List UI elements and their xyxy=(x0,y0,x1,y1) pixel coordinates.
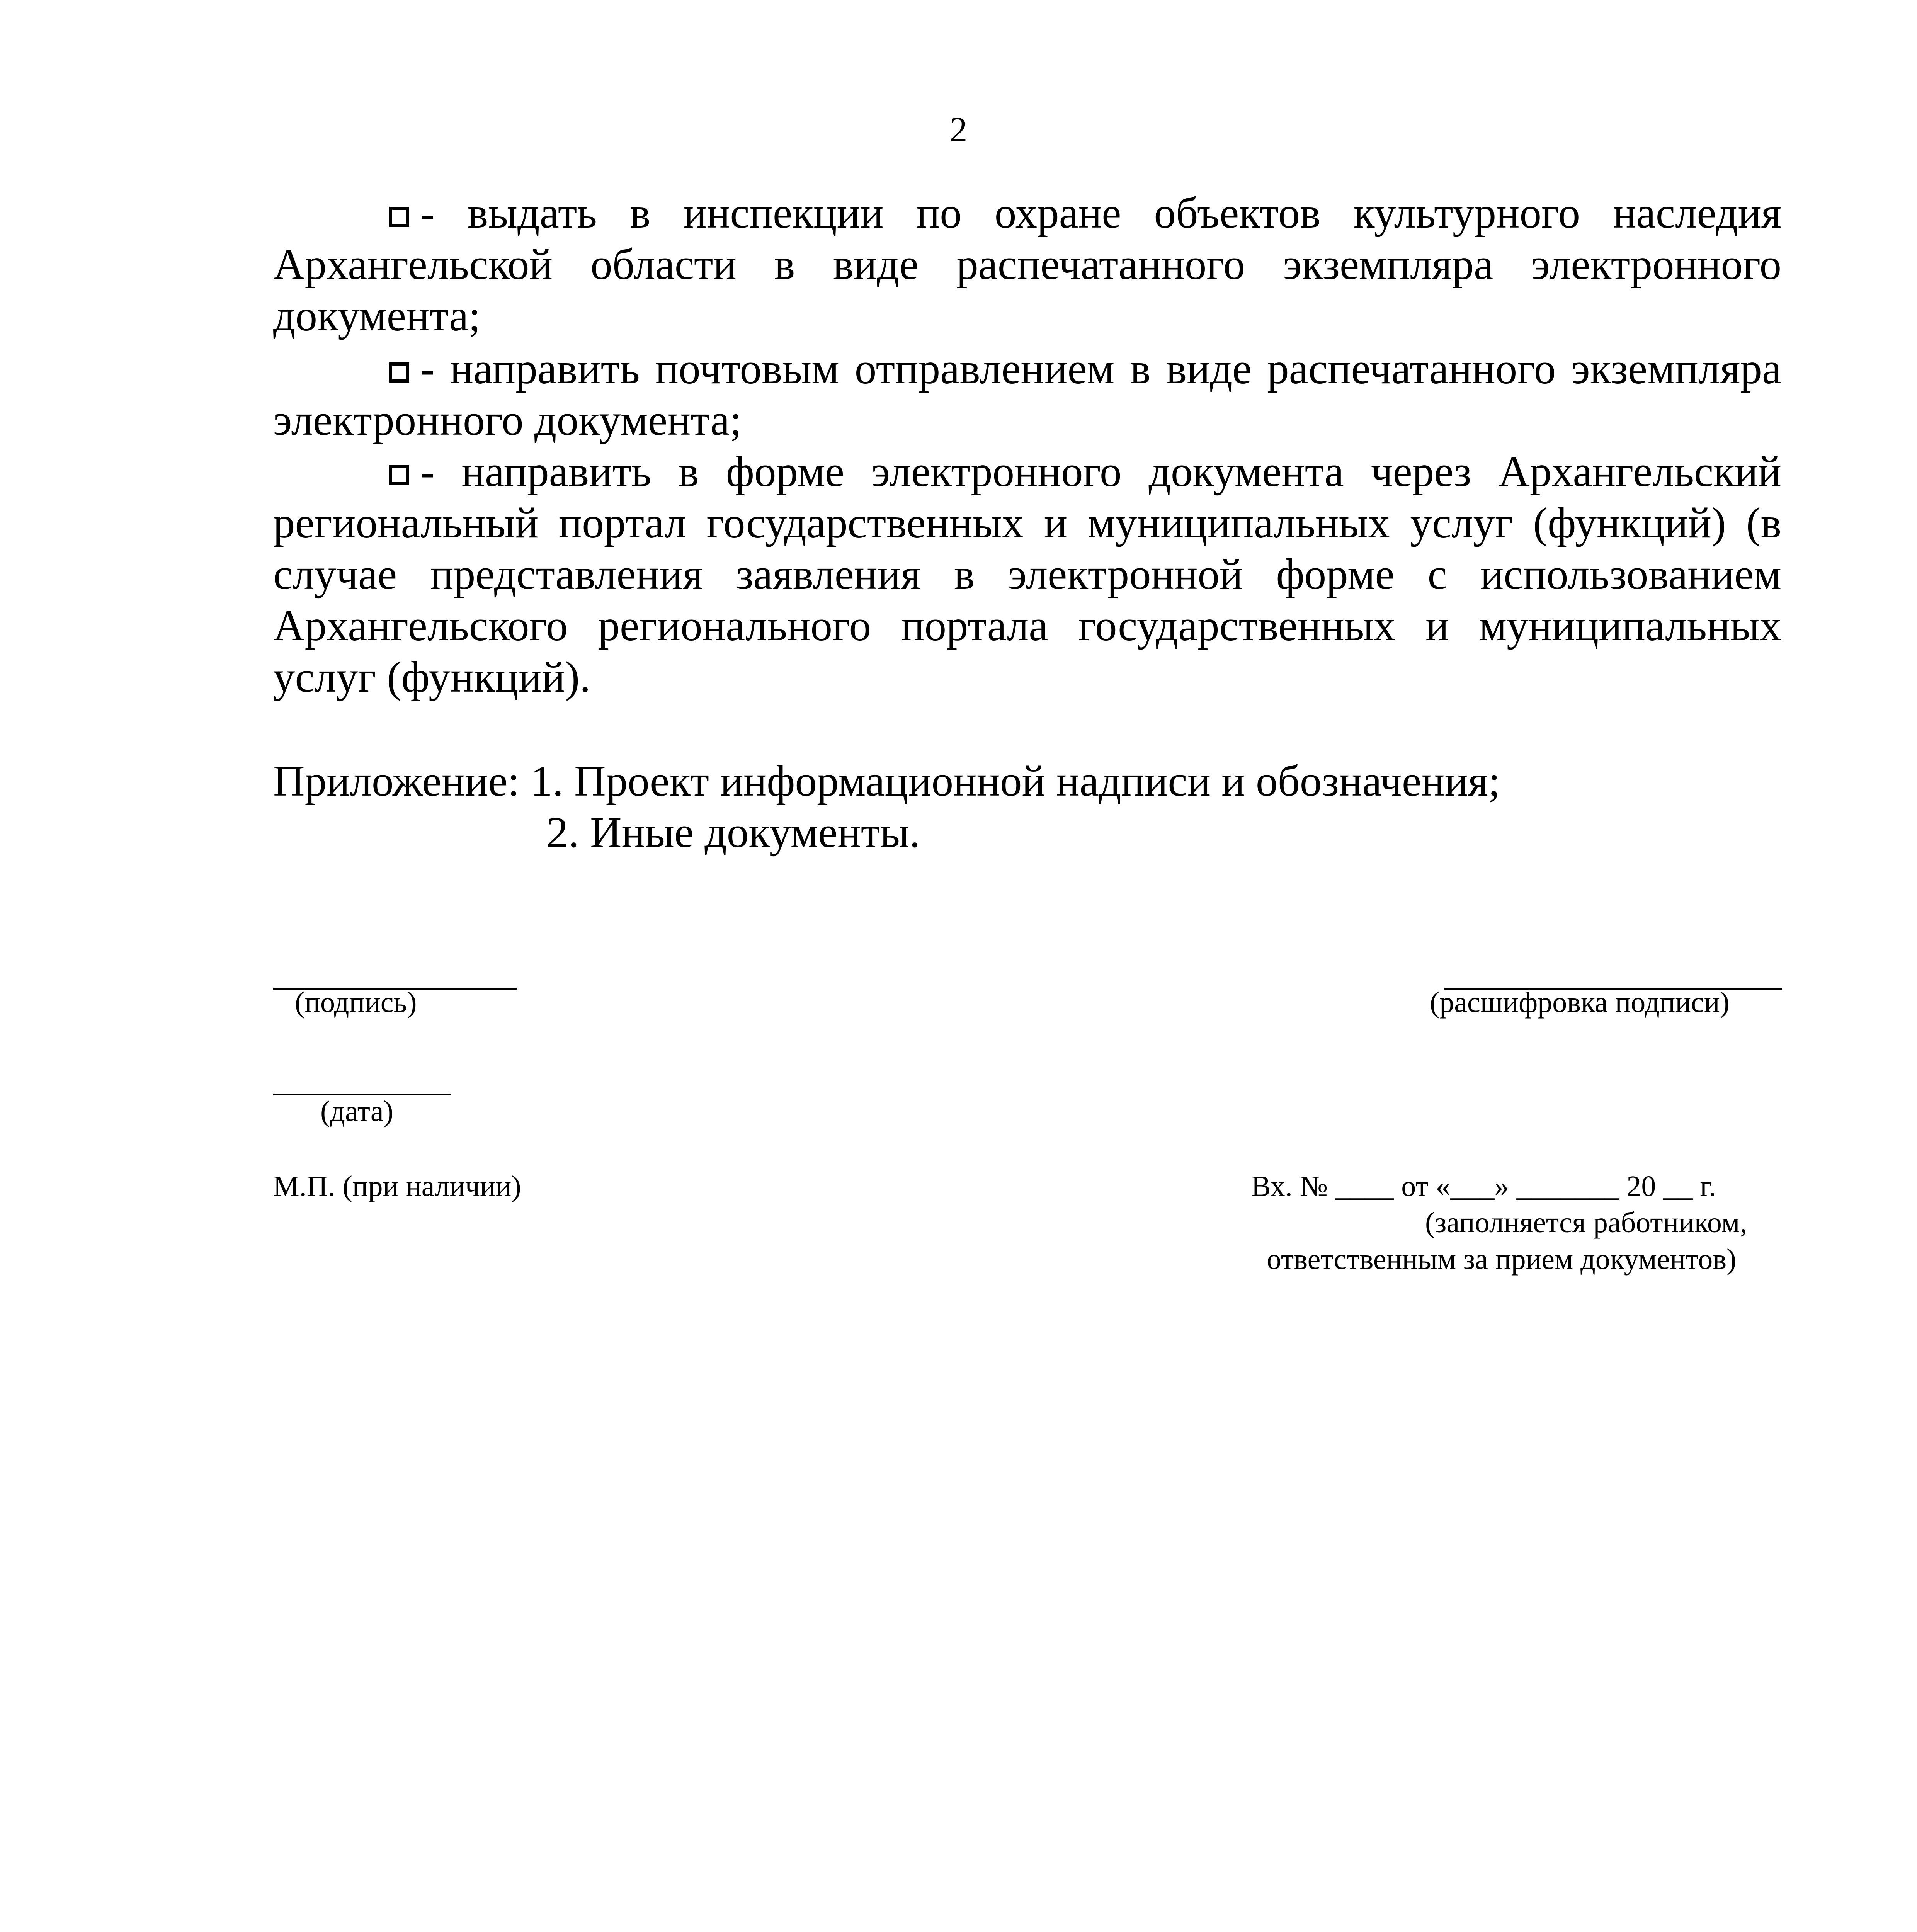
checkbox-empty-icon[interactable] xyxy=(389,207,409,227)
filled-by-note: (заполняется работником, xyxy=(1425,1206,1747,1239)
incoming-number: Вх. № ____ от «___» _______ 20 __ г. xyxy=(1251,1170,1716,1202)
delivery-option-inspection xyxy=(273,187,1781,342)
page-number: 2 xyxy=(949,110,968,149)
checkbox-empty-icon[interactable] xyxy=(389,465,409,485)
signature-decode-label: (расшифровка подписи) xyxy=(1430,986,1730,1019)
option-text: - направить в форме электронного документа через Архангельский региональный портал государственных и муниципальных услуг (функций) (в случае представления заявления в электронной форме с использованием Архангельского регионального портала государственных и муниципальных услуг (функций). xyxy=(273,447,1781,701)
option-text: - выдать в инспекции по охране объектов культурного наследия Архангельской области в виде распечатанного экземпляра электронного документа; xyxy=(273,189,1781,340)
option-text: - направить почтовым отправлением в виде распечатанного экземпляра электронного документа; xyxy=(273,345,1781,444)
delivery-option-post xyxy=(273,343,1781,446)
date-label: (дата) xyxy=(320,1095,393,1128)
attachment-line-2: 2. Иные документы. xyxy=(546,808,920,857)
signature-label: (подпись) xyxy=(295,986,417,1019)
stamp-label: М.П. (при наличии) xyxy=(273,1170,521,1202)
delivery-option-electronic xyxy=(273,446,1781,703)
attachment-line-1: Приложение: 1. Проект информационной надписи и обозначения; xyxy=(273,757,1500,805)
filled-by-note-continued: ответственным за прием документов) xyxy=(1267,1243,1737,1276)
checkbox-empty-icon[interactable] xyxy=(389,362,409,383)
